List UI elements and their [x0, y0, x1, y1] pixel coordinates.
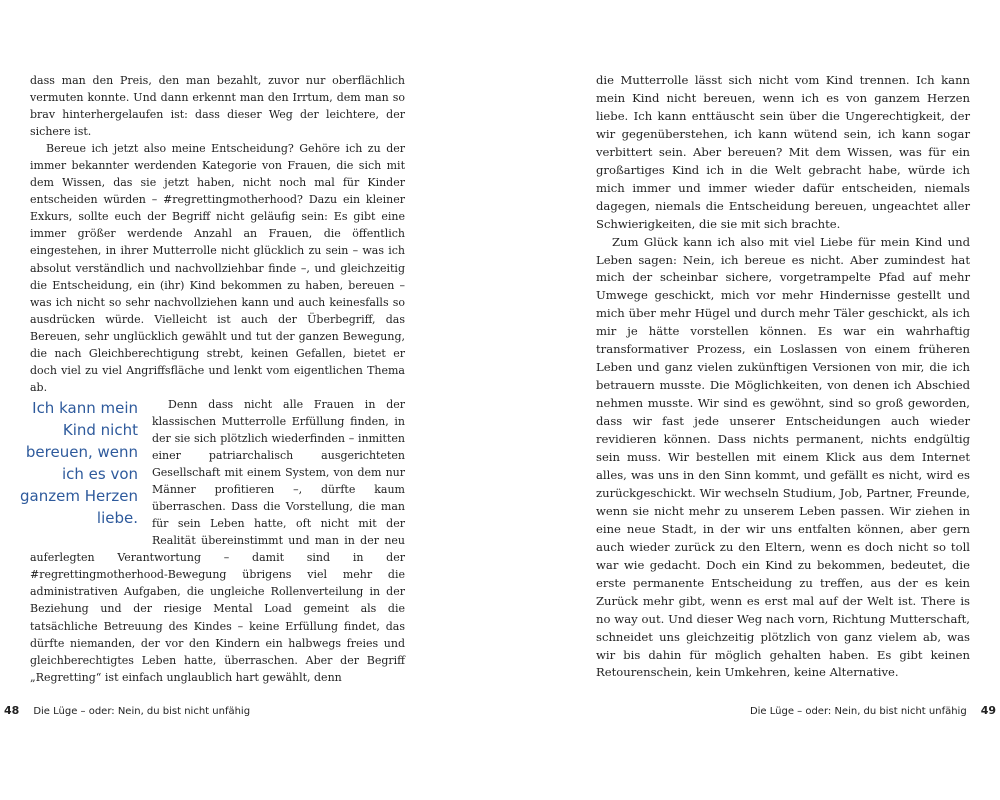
pull-quote: Ich kann mein Kind nicht bereuen, wenn ich es von ganzem Herzen liebe.	[20, 398, 138, 527]
left-text-column	[20, 72, 405, 686]
left-footer	[4, 704, 264, 717]
right-page	[500, 0, 1000, 800]
right-paragraph-1: die Mutterrolle lässt sich nicht vom Kind trennen. Ich kann mein Kind nicht bereuen, wenn ich es von ganzem Herzen liebe. Ich kann enttäuscht sein über die Ungerechtigkeit, der wir gegenüberstehen, ich kann wütend sein, ich kann sogar verbittert sein. Aber bereuen? Mit dem Wissen, was für ein großartiges Kind ich in die Welt gebracht habe, würde ich mich immer und immer wieder dafür entscheiden, niemals dagegen, niemals die Entscheidung bereuen, ungeachtet aller Schwierigkeiten, die sie mit sich brachte.	[596, 73, 970, 231]
page-number-left: 48	[4, 704, 20, 717]
page-number-right: 49	[980, 704, 996, 717]
running-head-right: Die Lüge – oder: Nein, du bist nicht unfähig	[749, 706, 967, 717]
right-footer	[736, 704, 996, 717]
left-paragraph-3	[20, 396, 405, 686]
running-head-left: Die Lüge – oder: Nein, du bist nicht unfähig	[33, 706, 251, 717]
right-paragraph-2: Zum Glück kann ich also mit viel Liebe für mein Kind und Leben sagen: Nein, ich bereue es nicht. Aber zumindest hat mich der scheinbar sichere, vorgetrampelte Pfad auf mehr Umwege geschickt, mich vor mehr Hindernisse gestellt und mich über mehr Hügel und durch mehr Täler geschickt, als ich mir je hätte vorstellen können. Es war ein wahrhaftig transformativer Prozess, ein Loslassen von einem früheren Leben und ganz vielen zukünftigen Versionen von mir, die ich betrauern musste. Die Möglichkeiten, von denen ich Abschied nehmen musste. Wir sind es gewöhnt, sind so groß geworden, dass wir fast jede unserer Entscheidungen auch wieder revidieren können. Dass nichts permanent, nichts endgültig sein muss. Wir bestellen mit einem Klick aus dem Internet alles, was uns in den Sinn kommt, und gefällt es nicht, wird es zurückgeschickt. Wir wechseln Studium, Job, Partner, Freunde, wenn sie nicht mehr zu unserem Leben passen. Wir ziehen in eine neue Stadt, in der wir uns entfalten können, aber gern auch wieder zurück zu den Eltern, wenn es doch nicht so toll war wie gedacht. Doch ein Kind zu bekommen, bedeutet, die erste permanente Entscheidung zu treffen, aus der es kein Zurück mehr gibt, wenn es erst mal auf der Welt ist. There is no way out. Und dieser Weg nach vorn, Richtung Mutterschaft, schneidet uns gleichzeitig plötzlich von ganz vielem ab, was wir bis dahin für möglich gehalten haben. Es gibt keinen Retourenschein, kein Umkehren, keine Alternative.	[596, 234, 970, 680]
left-paragraph-3-text: Denn dass nicht alle Frauen in der klassischen Mutterrolle Erfüllung finden, in der sie sich plötzlich wiederfinden – inmitten einer patriarchalisch ausgerichteten Gesellschaft mit einem System, von dem nur Männer profitieren –, dürfte kaum überraschen. Dass die Vorstellung, die man für sein Leben hatte, oft nicht mit der Realität übereinstimmt und man in der neu auferlegten Verantwortung – damit sind in der #regrettingmotherhood-Bewegung übrigens viel mehr die administrativen Aufgaben, die ungleiche Rollenverteilung in der Beziehung und der riesige Mental Load gemeint als die tatsächliche Betreuung des Kindes – keine Erfüllung findet, das dürfte niemanden, der vor den Kindern ein halbwegs freies und gleichberechtigtes Leben hatte, überraschen. Aber der Begriff „Regretting“ ist einfach unglaublich hart gewählt, denn	[30, 397, 405, 684]
left-paragraph-1: dass man den Preis, den man bezahlt, zuvor nur oberflächlich vermuten konnte. Und dann erkennt man den Irrtum, dem man so brav hinterhergelaufen ist: dass dieser Weg der leichtere, der sichere ist.	[30, 74, 405, 139]
right-text-column	[596, 72, 970, 682]
left-paragraph-2: Bereue ich jetzt also meine Entscheidung? Gehöre ich zu der immer bekannter werdenden Kategorie von Frauen, die sich mit dem Wissen, das sie jetzt haben, nicht noch mal für Kinder entscheiden würden – #regrettingmotherhood? Dazu ein kleiner Exkurs, sollte euch der Begriff nicht geläufig sein: Es gibt eine immer größer werdende Anzahl an Frauen, die öffentlich eingestehen, in ihrer Mutterrolle nicht glücklich zu sein – was ich absolut verständlich und nachvollziehbar finde –, und gleichzeitig die Entscheidung, ein (ihr) Kind bekommen zu haben, bereuen – was ich nicht so sehr nachvollziehen kann und auch keinesfalls so ausdrücken würde. Vielleicht ist auch der Überbegriff, das Bereuen, sehr unglücklich gewählt und tut der ganzen Bewegung, die nach Gleichberechtigung strebt, keinen Gefallen, bietet er doch viel zu viel Angriffsfläche und lenkt vom eigentlichen Thema ab.	[30, 142, 405, 394]
